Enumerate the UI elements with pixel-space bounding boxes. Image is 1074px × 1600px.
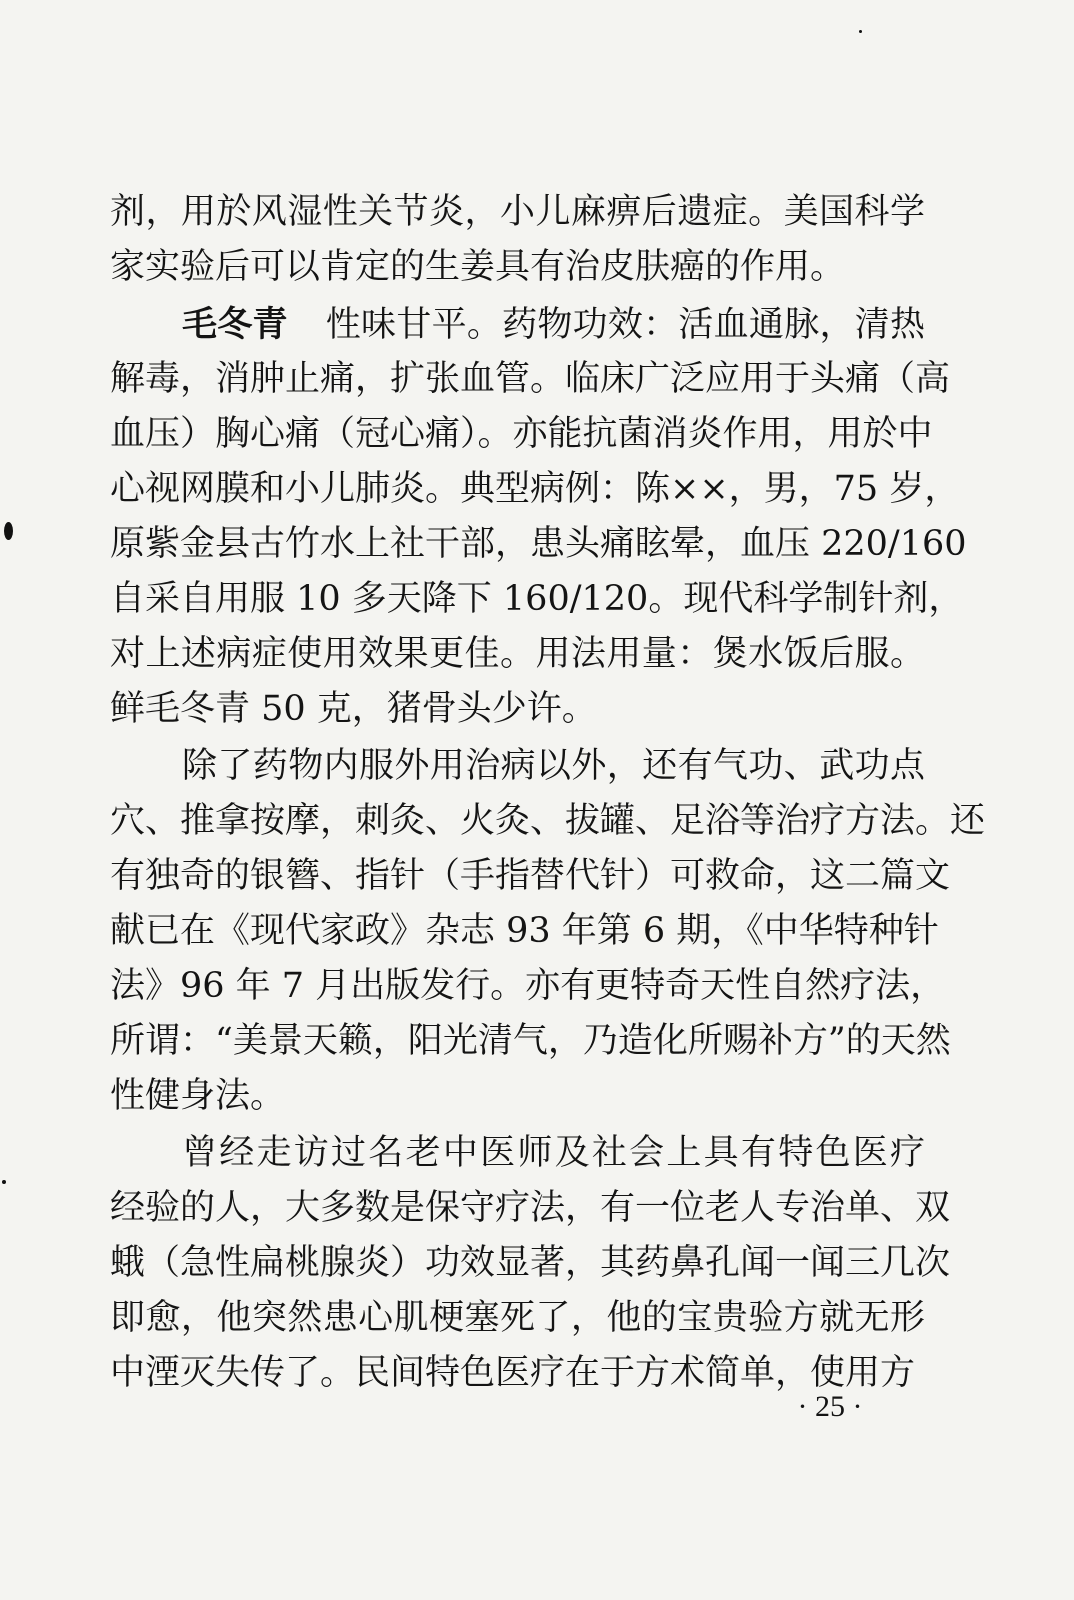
text-line [110, 682, 925, 737]
line-text: 曾经走访过名老中医师及社会上具有特色医疗 [182, 1133, 925, 1173]
text-line [110, 739, 925, 794]
herb-name: 毛冬青 [182, 304, 288, 345]
text-line [110, 240, 925, 295]
text-line [110, 1236, 951, 1291]
page-number: · 25 · [797, 1390, 863, 1423]
line-text: 血压）胸心痛（冠心痛）。亦能抗菌消炎作用，用於中 [110, 414, 933, 454]
line-text: 有独奇的银簪、指针（手指替代针）可救命，这二篇文 [110, 856, 951, 896]
text-line [110, 1291, 925, 1346]
line-text: 家实验后可以肯定的生姜具有治皮肤癌的作用。 [110, 247, 846, 287]
line-text: 法》96 年 7 月出版发行。亦有更特奇天性自然疗法， [110, 966, 946, 1006]
text-line [110, 297, 925, 352]
text-line [110, 185, 925, 240]
line-text: 原紫金县古竹水上社干部，患头痛眩晕，血压 220/160 [110, 524, 967, 564]
text-line [110, 849, 951, 904]
body-text [110, 185, 986, 1403]
text-line [110, 572, 964, 627]
text-line [110, 1181, 951, 1236]
line-text: 中湮灭失传了。民间特色医疗在于方术简单，使用方 [110, 1353, 916, 1393]
line-text: 性味甘平。药物功效：活血通脉，清热 [325, 305, 925, 345]
line-text: 解毒，消肿止痛，扩张血管。临床广泛应用于头痛（高 [110, 359, 951, 399]
text-line [110, 517, 967, 572]
text-line [110, 959, 946, 1014]
text-line [110, 407, 933, 462]
line-text: 鲜毛冬青 50 克，猪骨头少许。 [110, 689, 597, 729]
line-text: 心视网膜和小儿肺炎。典型病例：陈××，男，75 岁， [110, 469, 960, 509]
text-line [110, 627, 925, 682]
line-text: 献已在《现代家政》杂志 93 年第 6 期，《中华特种针 [110, 911, 939, 951]
line-text: 对上述病症使用效果更佳。用法用量：煲水饭后服。 [110, 634, 925, 674]
scan-speck [4, 522, 13, 540]
scan-speck [859, 30, 862, 33]
line-text: 所谓：“美景天籁，阳光清气，乃造化所赐补方”的天然 [110, 1021, 951, 1061]
text-line [110, 1069, 925, 1124]
text-line [110, 462, 960, 517]
line-text: 穴、推拿按摩，刺灸、火灸、拔罐、足浴等治疗方法。还 [110, 801, 986, 841]
line-text: 即愈，他突然患心肌梗塞死了，他的宝贵验方就无形 [110, 1298, 925, 1338]
text-line [110, 794, 986, 849]
line-text: 性健身法。 [110, 1076, 286, 1116]
line-text: 除了药物内服外用治病以外，还有气功、武功点 [182, 746, 925, 786]
text-line [110, 1126, 925, 1181]
text-line [110, 352, 951, 407]
line-text: 蛾（急性扁桃腺炎）功效显著，其药鼻孔闻一闻三几次 [110, 1243, 951, 1283]
line-text: 自采自用服 10 多天降下 160/120。现代科学制针剂， [110, 579, 964, 619]
scan-speck [2, 1180, 6, 1184]
line-text: 剂，用於风湿性关节炎，小儿麻痹后遗症。美国科学 [110, 192, 925, 232]
text-line [110, 1014, 951, 1069]
text-line [110, 904, 939, 959]
line-text: 经验的人，大多数是保守疗法，有一位老人专治单、双 [110, 1188, 951, 1228]
